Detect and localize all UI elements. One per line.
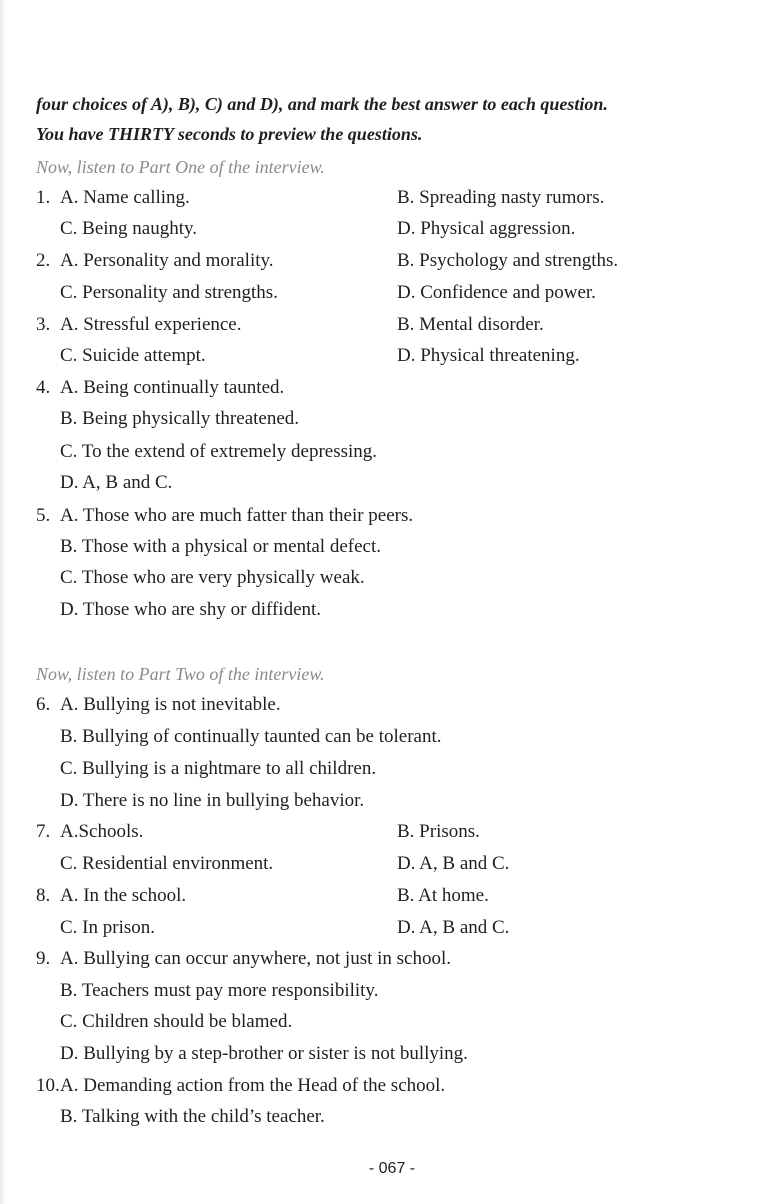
option-d: D. Physical threatening. [397, 345, 580, 366]
option-d: D. Physical aggression. [397, 218, 576, 239]
question-number: 10. [36, 1075, 60, 1096]
option-d: D. Those who are shy or diffident. [60, 599, 322, 620]
option-b: B. Spreading nasty rumors. [397, 187, 605, 208]
option-a: A. Bullying can occur anywhere, not just in school. [60, 948, 452, 969]
option-c: C. Those who are very physically weak. [60, 567, 365, 588]
question-number: 6. [36, 694, 51, 715]
option-b: B. Teachers must pay more responsibility. [60, 980, 379, 1001]
option-a: A. Stressful experience. [60, 314, 242, 335]
option-d: D. A, B and C. [397, 917, 510, 938]
instruction-line-1: four choices of A), B), C) and D), and mark the best answer to each question. [36, 94, 608, 114]
page-edge-shadow [0, 0, 6, 1204]
page-number: - 067 - [368, 1160, 416, 1177]
instruction-line-2: You have THIRTY seconds to preview the questions. [36, 124, 423, 144]
question-number: 2. [36, 250, 51, 271]
option-a: A. Being continually taunted. [60, 377, 285, 398]
option-c: C. Suicide attempt. [60, 345, 206, 366]
option-a: A. Name calling. [60, 187, 190, 208]
option-d: D. There is no line in bullying behavior. [60, 790, 365, 811]
option-b: B. Being physically threatened. [60, 408, 300, 429]
question-number: 9. [36, 948, 51, 969]
option-c: C. Residential environment. [60, 853, 274, 874]
option-c: C. Personality and strengths. [60, 282, 278, 303]
option-c: C. In prison. [60, 917, 155, 938]
question-number: 4. [36, 377, 51, 398]
option-a: A. Demanding action from the Head of the school. [60, 1075, 446, 1096]
option-b: B. Talking with the child’s teacher. [60, 1106, 325, 1127]
part-two-header: Now, listen to Part Two of the interview. [36, 664, 325, 684]
part-one-header: Now, listen to Part One of the interview. [36, 157, 325, 177]
option-b: B. Prisons. [397, 821, 480, 842]
option-b: B. At home. [397, 885, 489, 906]
option-a: A.Schools. [60, 821, 144, 842]
option-b: B. Mental disorder. [397, 314, 544, 335]
option-d: D. A, B and C. [60, 472, 173, 493]
option-a: A. In the school. [60, 885, 187, 906]
option-c: C. To the extend of extremely depressing. [60, 441, 378, 462]
option-b: B. Psychology and strengths. [397, 250, 619, 271]
option-d: D. Bullying by a step-brother or sister is not bullying. [60, 1043, 468, 1064]
question-number: 7. [36, 821, 51, 842]
question-number: 8. [36, 885, 51, 906]
option-a: A. Bullying is not inevitable. [60, 694, 281, 715]
option-d: D. A, B and C. [397, 853, 510, 874]
question-number: 1. [36, 187, 51, 208]
option-a: A. Those who are much fatter than their peers. [60, 505, 414, 526]
option-c: C. Children should be blamed. [60, 1011, 293, 1032]
option-b: B. Those with a physical or mental defect. [60, 536, 381, 557]
option-d: D. Confidence and power. [397, 282, 596, 303]
option-c: C. Being naughty. [60, 218, 198, 239]
question-number: 3. [36, 314, 51, 335]
option-b: B. Bullying of continually taunted can be tolerant. [60, 726, 442, 747]
question-number: 5. [36, 505, 51, 526]
option-c: C. Bullying is a nightmare to all children. [60, 758, 377, 779]
option-a: A. Personality and morality. [60, 250, 274, 271]
